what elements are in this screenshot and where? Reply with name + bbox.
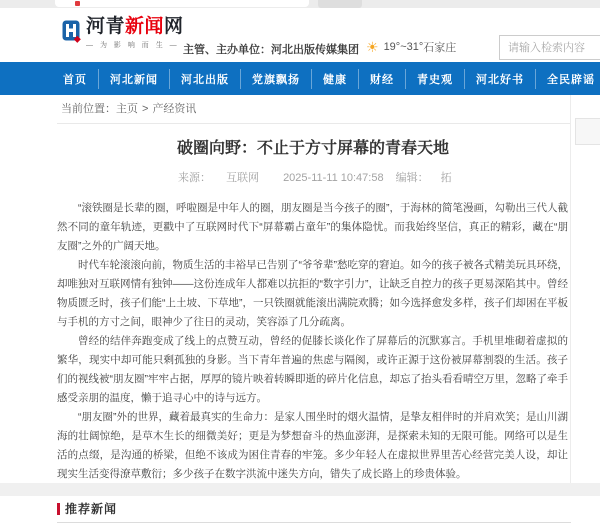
search-input[interactable] xyxy=(499,35,600,60)
nav-item-history[interactable]: 青史观 xyxy=(405,69,464,89)
content-column xyxy=(57,95,571,483)
nav-item-rumor-refute[interactable]: 全民辟谣 xyxy=(535,69,600,89)
nav-item-hebei-publishing[interactable]: 河北出版 xyxy=(169,69,240,89)
floating-side-widget[interactable] xyxy=(575,118,600,145)
recommend-title: 推荐新闻 xyxy=(65,502,118,516)
weather-temp: 19°~31° xyxy=(383,41,424,53)
site-header xyxy=(0,8,600,62)
article-body xyxy=(57,199,570,483)
article-meta xyxy=(178,169,570,185)
nav-item-health[interactable]: 健康 xyxy=(311,69,358,89)
nav-item-good-books[interactable]: 河北好书 xyxy=(464,69,535,89)
recommend-section xyxy=(0,496,600,523)
article-source: 来源： 互联网 xyxy=(178,172,260,184)
breadcrumb-divider xyxy=(57,123,570,124)
weather-widget xyxy=(366,39,456,55)
h-monogram-icon xyxy=(62,20,82,49)
nav-item-hebei-news[interactable]: 河北新闻 xyxy=(98,69,169,89)
nav-item-finance[interactable]: 财经 xyxy=(358,69,405,89)
weather-city: 石家庄 xyxy=(423,42,457,54)
section-separator-band xyxy=(0,483,600,496)
breadcrumb xyxy=(57,95,570,116)
site-logo[interactable] xyxy=(62,17,184,50)
breadcrumb-section-link[interactable]: 产经资讯 xyxy=(152,103,197,115)
favicon-remnant-icon xyxy=(75,1,80,6)
logo-tagline: — 为 影 响 而 生 — xyxy=(86,42,180,49)
article-title: 破圈向野：不止于方寸屏幕的青春天地 xyxy=(177,140,450,157)
nav-item-home[interactable]: 首页 xyxy=(63,73,87,86)
article-paragraph: 时代车轮滚滚向前，物质生活的丰裕早已告别了“爷爷辈”愁吃穿的窘迫。如今的孩子被各式精美玩具环绕，却唯独对互联网情有独钟——这份连成年人都难以抗拒的“数字引力”，让缺乏自控力的孩子更易深陷其中。曾经物质匮乏时，孩子们能“上土坡、下草地”，一只铁圈就能滚出满院欢腾；如今选择愈发多样，孩子们却困在平板与手机的方寸之间，眼神少了往日的灵动，笑容添了几分疏离。 xyxy=(57,259,568,328)
breadcrumb-home-link[interactable]: 主页 xyxy=(116,103,138,115)
article-published: 2025-11-11 10:47:58 xyxy=(283,172,384,184)
breadcrumb-separator: > xyxy=(142,103,149,115)
article-paragraph: “滚铁圈是长辈的圈，呼啦圈是中年人的圈，朋友圈是当今孩子的圈”，于海林的简笔漫画，勾勒出三代人截然不同的童年轨迹，更戳中了互联网时代下“屏幕霸占童年”的集体隐忧。而我始终坚信，真正的精彩，藏在“朋友圈”之外的广阔天地。 xyxy=(57,202,568,252)
article-editor: 编辑： 拓 xyxy=(395,172,452,184)
browser-remnant-strip xyxy=(0,0,600,8)
browser-tab-remnant xyxy=(55,0,309,7)
main-nav xyxy=(0,62,600,95)
nav-item-party-flag[interactable]: 党旗飘扬 xyxy=(240,69,311,89)
sun-icon: ☀ xyxy=(366,39,379,55)
sponsor-text: 主管、主办单位：河北出版传媒集团 xyxy=(183,44,359,56)
article-paragraph: 曾经的结伴奔跑变成了线上的点赞互动，曾经的促膝长谈化作了屏幕后的沉默寡言。手机里堆砌着虚拟的繁华，现实中却可能只剩孤独的身影。当下青年普遍的焦虑与隔阂，或许正源于这份被屏幕割裂的生活。孩子们的视线被“朋友圈”牢牢占据，厚厚的镜片映着转瞬即逝的碎片化信息，却忘了抬头看看晴空万里，忽略了牵手感受亲朋的温度，懒于追寻心中的诗与远方。 xyxy=(57,335,568,404)
logo-text-block xyxy=(86,17,184,50)
logo-wordmark: 河青新闻网 xyxy=(86,16,184,37)
breadcrumb-prefix: 当前位置： xyxy=(61,103,116,115)
article-paragraph: “朋友圈”外的世界，藏着最真实的生命力：是家人围坐时的烟火温情，是挚友相伴时的并肩欢笑；是山川湖海的壮阔惊绝，是草木生长的细微美好；更是为梦想奋斗的热血澎湃，是探索未知的无限可能。网络可以是生活的点缀，是沟通的桥梁，但绝不该成为困住青春的牢笼。多少年轻人在虚拟世界里苦心经营完美人设，却让现实生活变得潦草敷衍；多少孩子在数字洪流中迷失方向，错失了成长路上的珍贵体验。 xyxy=(57,411,568,480)
browser-button-remnant xyxy=(318,0,362,8)
recommend-accent-bar xyxy=(57,503,60,515)
